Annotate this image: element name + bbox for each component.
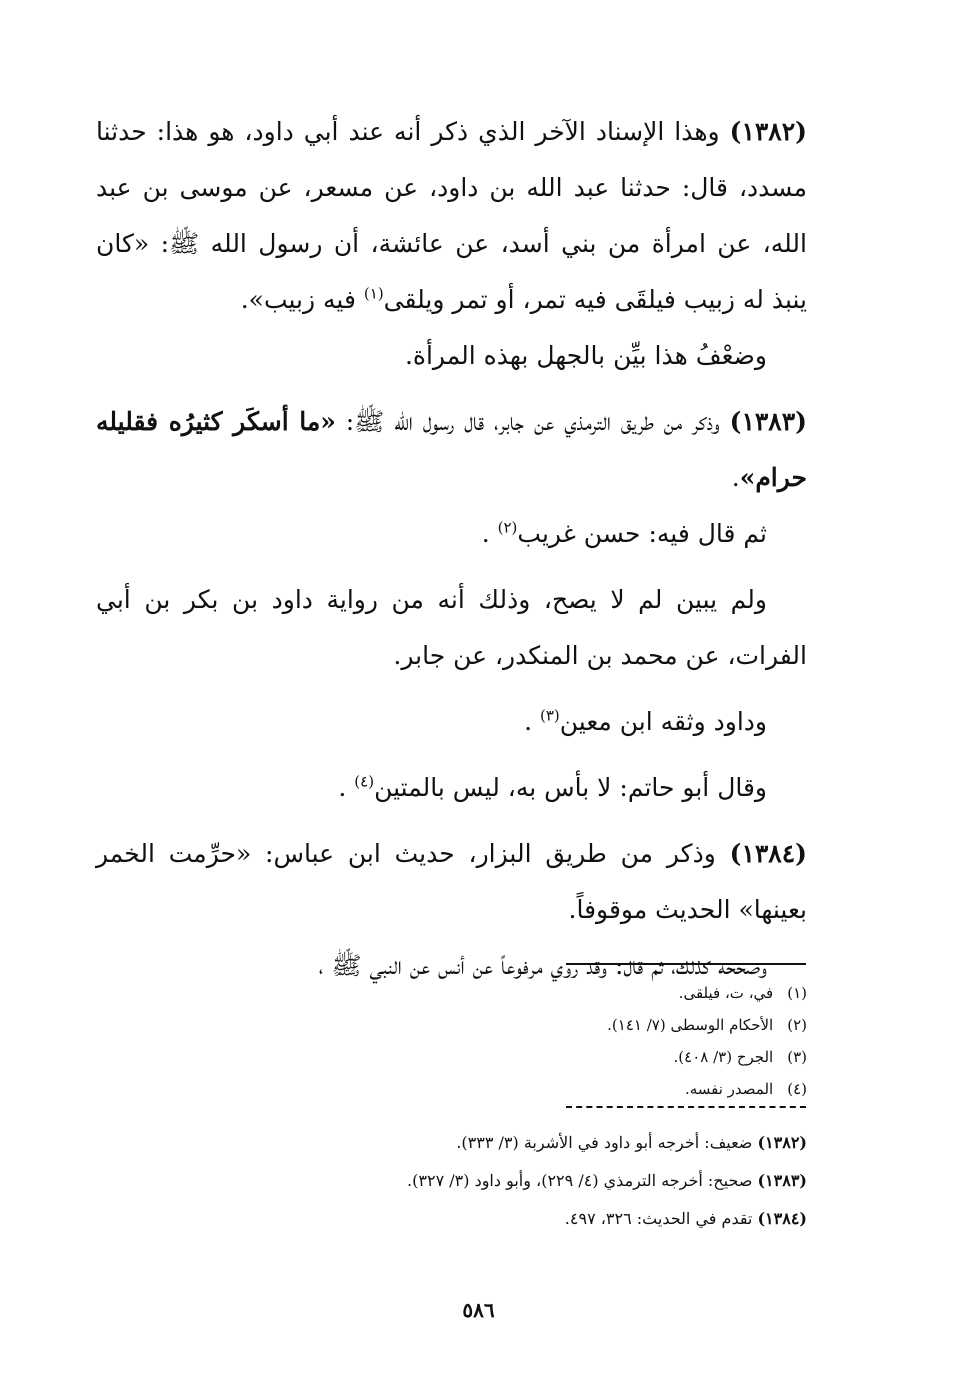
main-text <box>96 104 807 1004</box>
paragraph-ibn-main <box>96 694 807 750</box>
footnote-1 <box>147 977 807 1009</box>
takhrij-notes <box>147 1124 807 1238</box>
paragraph-text: وذكر من طريق الترمذي عن جابر، قال رسول الله ﷺ: <box>335 407 730 436</box>
paragraph-text: وقال أبو حاتم: لا بأس به، ليس بالمتين <box>374 773 767 802</box>
hadith-number: (١٣٨٣) <box>729 407 807 436</box>
takhrij-text: تقدم في الحديث: ٣٢٦، ٤٩٧. <box>564 1209 758 1228</box>
footnote-ref: (٢) <box>497 518 518 537</box>
paragraph-text: وضعْفُ هذا بيِّن بالجهل بهذه المرأة. <box>404 341 767 370</box>
paragraph-hasan-gharib <box>96 506 807 562</box>
footnote-ref: (٣) <box>539 706 560 725</box>
paragraph-1382 <box>96 104 807 328</box>
takhrij-text: ضعيف: أخرجه أبو داود في الأشربة (٣/ ٣٣٣). <box>456 1133 758 1152</box>
footnote-text: المصدر نفسه. <box>684 1080 774 1098</box>
takhrij-number: (١٣٨٤) <box>757 1209 807 1228</box>
takhrij-number: (١٣٨٢) <box>757 1133 807 1152</box>
paragraph-dawud-bakr <box>96 572 807 684</box>
paragraph-text-end: . <box>524 707 540 736</box>
paragraph-text: وداود وثقه ابن معين <box>559 707 767 736</box>
footnote-4 <box>147 1073 807 1105</box>
takhrij-1383 <box>147 1162 807 1200</box>
footnote-text: الأحكام الوسطى (٧/ ١٤١). <box>607 1016 774 1034</box>
footnote-marker: (١) <box>787 984 807 1002</box>
paragraph-1383 <box>96 394 807 506</box>
hadith-number: (١٣٨٤) <box>729 839 807 868</box>
paragraph-text-end: فيه زبيب». <box>240 285 364 314</box>
footnote-ref: (٤) <box>354 772 375 791</box>
takhrij-1382 <box>147 1124 807 1162</box>
paragraph-text-end: . <box>731 463 740 492</box>
paragraph-text: ثم قال فيه: حسن غريب <box>517 519 767 548</box>
paragraph-text-end: . <box>338 773 355 802</box>
footnote-marker: (٣) <box>787 1048 807 1066</box>
footnote-separator <box>566 963 806 965</box>
footnotes <box>147 977 807 1105</box>
paragraph-text-end: . <box>481 519 498 548</box>
takhrij-number: (١٣٨٣) <box>757 1171 807 1190</box>
paragraph-weakness <box>96 328 807 384</box>
hadith-quote: «ما أسكَر كثيرُه فقليله حرام» <box>96 407 807 492</box>
hadith-number: (١٣٨٢) <box>729 117 807 146</box>
footnote-marker: (٢) <box>787 1016 807 1034</box>
paragraph-text: وهذا الإسناد الآخر الذي ذكر أنه عند أبي داود، هو هذا: حدثنا مسدد، قال: حدثنا عبد الله بن داود، عن مسعر، عن موسى بن عبد الله، عن امرأة من بني أسد، عن عائشة، أن رسول الله ﷺ: «كان ينبذ له زبيب فيلقَى فيه تمر، أو تمر ويلقى <box>96 117 807 314</box>
paragraph-1384 <box>96 826 807 938</box>
takhrij-text: صحيح: أخرجه الترمذي (٤/ ٢٢٩)، وأبو داود (٣/ ٣٢٧). <box>407 1171 758 1190</box>
footnote-3 <box>147 1041 807 1073</box>
paragraph-text: ولم يبين لم لا يصح، وذلك أنه من رواية داود بن بكر بن أبي الفرات، عن محمد بن المنكدر، عن جابر. <box>96 585 807 670</box>
takhrij-separator <box>566 1106 806 1108</box>
footnote-2 <box>147 1009 807 1041</box>
paragraph-text: وصححه كذلك، ثم قال: وقد روي مرفوعاً عن أنس عن النبي ﷺ ، <box>318 951 767 980</box>
footnote-text: الجرح (٣/ ٤٠٨). <box>673 1048 774 1066</box>
takhrij-1384 <box>147 1200 807 1238</box>
paragraph-text: وذكر من طريق البزار، حديث ابن عباس: «حرِّمت الخمر بعينها» الحديث موقوفاً. <box>96 839 807 924</box>
footnote-ref: (١) <box>363 284 384 303</box>
footnote-marker: (٤) <box>787 1080 807 1098</box>
paragraph-abu-hatim <box>96 760 807 816</box>
footnote-text: في، ت، فيلقى. <box>678 984 774 1002</box>
page-number: ٥٨٦ <box>462 1298 495 1322</box>
